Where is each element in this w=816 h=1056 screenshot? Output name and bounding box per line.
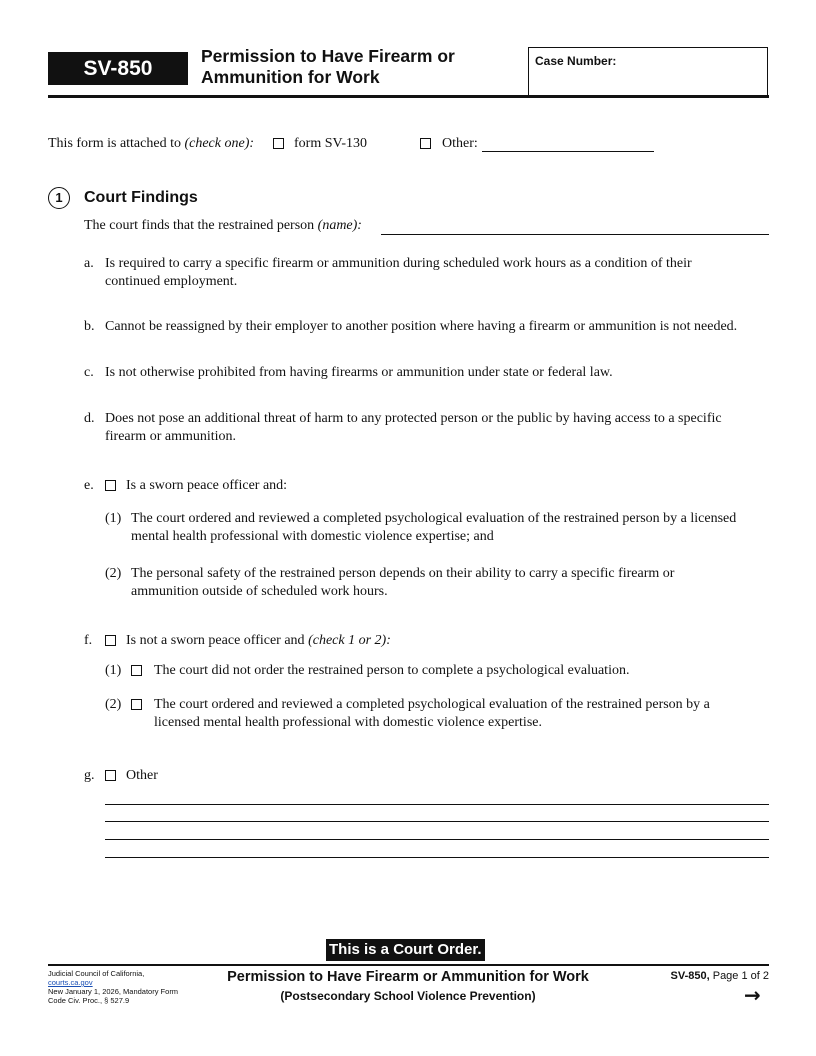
form-number-badge: SV-850 <box>48 52 188 85</box>
footer-code: Code Civ. Proc., § 527.9 <box>48 996 130 1005</box>
footer-divider <box>48 964 769 966</box>
finding-c-letter: c. <box>84 365 94 380</box>
footer-revision: New January 1, 2026, Mandatory Form <box>48 987 179 996</box>
finding-e-letter: e. <box>84 478 94 493</box>
finding-a-letter: a. <box>84 256 94 271</box>
restrained-person-label <box>84 217 362 235</box>
other-finding-line-3[interactable] <box>105 839 769 840</box>
finding-b-text: Cannot be reassigned by their employer to another position where having a firearm or ammunition is not needed. <box>105 319 738 334</box>
finding-e2-line2: ammunition outside of scheduled work hours. <box>131 584 388 599</box>
finding-f2-number: (2) <box>105 697 122 712</box>
finding-f1-number: (1) <box>105 663 122 678</box>
finding-e1-line1: The court ordered and reviewed a completed psychological evaluation of the restrained person by a licensed <box>131 511 737 526</box>
finding-g-letter: g. <box>84 768 95 783</box>
finding-e1-text <box>131 510 776 546</box>
restrained-person-intro: The court finds that the restrained person <box>84 218 318 233</box>
other-finding-label: Other <box>126 768 158 783</box>
other-finding-checkbox[interactable] <box>105 770 116 781</box>
no-evaluation-checkbox[interactable] <box>131 665 142 676</box>
evaluation-completed-checkbox[interactable] <box>131 699 142 710</box>
finding-e2-number: (2) <box>105 566 122 581</box>
finding-e1-number: (1) <box>105 511 122 526</box>
peace-officer-label: Is a sworn peace officer and: <box>126 478 288 493</box>
other-form-checkbox[interactable] <box>420 138 431 149</box>
footer-subtitle: (Postsecondary School Violence Prevention) <box>280 989 536 1003</box>
finding-d-text <box>105 410 775 446</box>
attached-to-row <box>48 135 254 153</box>
finding-e1-line2: mental health professional with domestic violence expertise; and <box>131 529 494 544</box>
case-number-field[interactable] <box>528 47 768 97</box>
court-order-banner: This is a Court Order. <box>326 939 485 961</box>
finding-f2-line1: The court ordered and reviewed a completed psychological evaluation of the restrained person by a <box>154 697 710 712</box>
footer-info <box>48 969 178 1005</box>
footer-page-number: Page 1 of 2 <box>709 970 769 982</box>
footer-council: Judicial Council of California, <box>48 969 145 978</box>
form-title-line2: Ammunition for Work <box>201 67 380 87</box>
not-peace-officer-hint: (check 1 or 2): <box>308 633 391 648</box>
other-form-label: Other: <box>442 136 478 151</box>
finding-c-text: Is not otherwise prohibited from having firearms or ammunition under state or federal law. <box>105 365 613 380</box>
form-sv130-checkbox[interactable] <box>273 138 284 149</box>
attached-to-prefix: This form is attached to <box>48 136 185 151</box>
finding-d-line1: Does not pose an additional threat of harm to any protected person or the public by having access to a specific <box>105 411 722 426</box>
not-peace-officer-label <box>126 632 391 650</box>
header-divider <box>48 95 769 98</box>
other-finding-line-1[interactable] <box>105 804 769 805</box>
restrained-person-name-input[interactable] <box>381 234 769 235</box>
restrained-person-name-hint: (name): <box>317 218 362 233</box>
finding-f2-line2: licensed mental health professional with domestic violence expertise. <box>154 715 542 730</box>
finding-f2-text <box>154 696 774 732</box>
page-indicator <box>600 969 769 983</box>
section-title: Court Findings <box>84 189 198 206</box>
case-number-label: Case Number: <box>535 54 617 68</box>
finding-e2-text <box>131 565 776 601</box>
footer-website-link[interactable]: courts.ca.gov <box>48 978 93 987</box>
not-peace-officer-checkbox[interactable] <box>105 635 116 646</box>
form-title-line1: Permission to Have Firearm or <box>201 46 455 66</box>
peace-officer-checkbox[interactable] <box>105 480 116 491</box>
finding-d-letter: d. <box>84 411 95 426</box>
footer-form-id: SV-850, <box>670 970 710 982</box>
form-title <box>201 46 521 88</box>
finding-a-text <box>105 255 775 291</box>
not-peace-officer-text: Is not a sworn peace officer and <box>126 633 309 648</box>
right-arrow-icon[interactable]: → <box>744 983 761 1007</box>
other-finding-line-4[interactable] <box>105 857 769 858</box>
other-finding-line-2[interactable] <box>105 821 769 822</box>
finding-f-letter: f. <box>84 633 93 648</box>
finding-a-line2: continued employment. <box>105 274 238 289</box>
finding-b-letter: b. <box>84 319 95 334</box>
finding-f1-text: The court did not order the restrained person to complete a psychological evaluation. <box>154 663 630 678</box>
other-form-input[interactable] <box>482 151 654 152</box>
footer-title: Permission to Have Firearm or Ammunition for Work <box>227 969 589 985</box>
section-number: 1 <box>48 187 70 209</box>
form-sv130-label: form SV-130 <box>294 136 367 151</box>
attached-to-check-one: (check one): <box>184 136 255 151</box>
finding-e2-line1: The personal safety of the restrained person depends on their ability to carry a specific firearm or <box>131 566 675 581</box>
finding-d-line2: firearm or ammunition. <box>105 429 237 444</box>
finding-a-line1: Is required to carry a specific firearm or ammunition during scheduled work hours as a condition of their <box>105 256 692 271</box>
